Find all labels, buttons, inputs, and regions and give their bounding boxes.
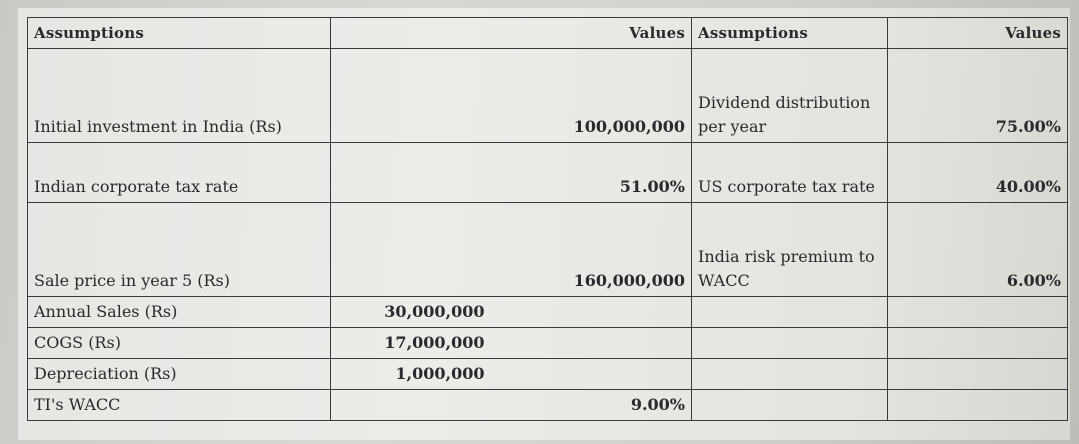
empty-cell (491, 328, 692, 359)
assumptions-table (27, 17, 1068, 421)
row-right-value: 6.00% (888, 203, 1068, 297)
row-value: 30,000,000 (331, 297, 491, 328)
row-label: Annual Sales (Rs) (28, 297, 331, 328)
row-value: 51.00% (331, 143, 692, 203)
empty-cell (692, 359, 888, 390)
empty-cell (491, 297, 692, 328)
empty-cell (692, 328, 888, 359)
row-label: Depreciation (Rs) (28, 359, 331, 390)
table-row (28, 49, 1068, 143)
empty-cell (692, 390, 888, 421)
row-value: 160,000,000 (331, 203, 692, 297)
row-label: Sale price in year 5 (Rs) (28, 203, 331, 297)
row-label: COGS (Rs) (28, 328, 331, 359)
empty-cell (491, 359, 692, 390)
header-values-left: Values (331, 18, 692, 49)
table-row (28, 203, 1068, 297)
empty-cell (888, 328, 1068, 359)
table-row (28, 359, 1068, 390)
row-value: 17,000,000 (331, 328, 491, 359)
empty-cell (888, 359, 1068, 390)
row-value: 9.00% (331, 390, 692, 421)
row-label: Initial investment in India (Rs) (28, 49, 331, 143)
empty-cell (888, 297, 1068, 328)
table-row (28, 297, 1068, 328)
row-right-label: India risk premium to WACC (692, 203, 888, 297)
table-row (28, 328, 1068, 359)
document-page (18, 8, 1070, 440)
empty-cell (888, 390, 1068, 421)
row-label: Indian corporate tax rate (28, 143, 331, 203)
row-right-label: Dividend distribution per year (692, 49, 888, 143)
row-right-label: US corporate tax rate (692, 143, 888, 203)
header-assumptions-left: Assumptions (28, 18, 331, 49)
row-value: 100,000,000 (331, 49, 692, 143)
table-row (28, 143, 1068, 203)
table-row (28, 390, 1068, 421)
row-right-value: 75.00% (888, 49, 1068, 143)
header-values-right: Values (888, 18, 1068, 49)
row-right-value: 40.00% (888, 143, 1068, 203)
header-row (28, 18, 1068, 49)
empty-cell (692, 297, 888, 328)
header-assumptions-right: Assumptions (692, 18, 888, 49)
row-label: TI's WACC (28, 390, 331, 421)
row-value: 1,000,000 (331, 359, 491, 390)
